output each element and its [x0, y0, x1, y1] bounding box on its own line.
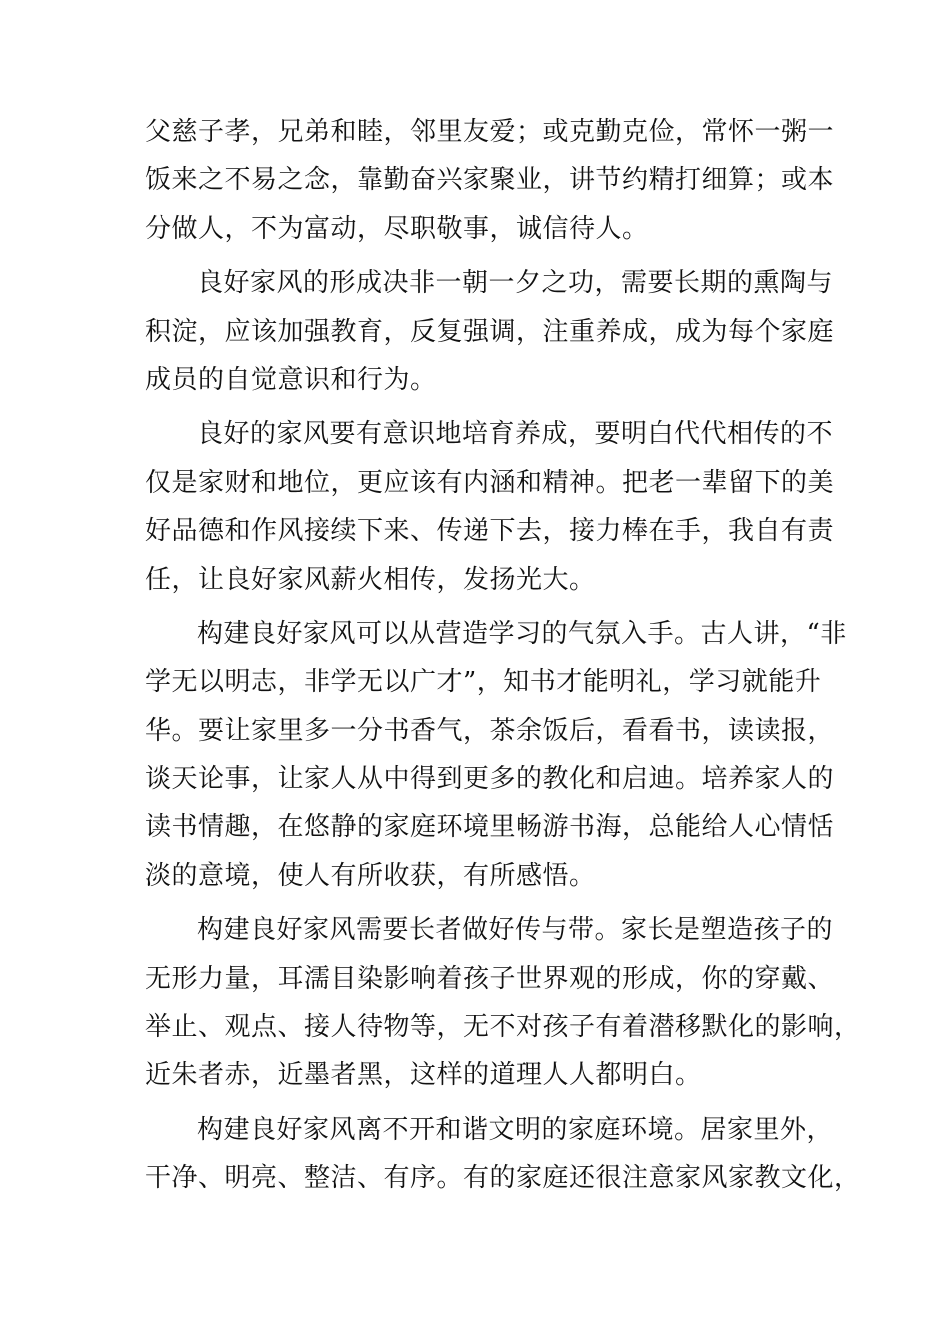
text-line: 分做人，不为富动，尽职敬事，诚信待人。	[145, 213, 649, 244]
text-line: 构建良好家风离不开和谐文明的家庭环境。居家里外，	[197, 1114, 834, 1145]
text-line: 近朱者赤，近墨者黑，这样的道理人人都明白。	[145, 1060, 702, 1091]
text-line: 无形力量，耳濡目染影响着孩子世界观的形成，你的穿戴、	[145, 963, 835, 994]
document-body	[145, 108, 861, 1209]
paragraph-1	[145, 108, 835, 253]
text-line: 华。要让家里多一分书香气，茶余饭后，看看书，读读报，	[145, 715, 835, 746]
paragraph-2	[145, 259, 835, 404]
paragraph-3	[145, 410, 835, 604]
text-line: 仅是家财和地位，更应该有内涵和精神。把老一辈留下的美	[145, 467, 835, 498]
text-line: 良好的家风要有意识地培育养成，要明白代代相传的不	[197, 419, 834, 450]
text-line: 积淀，应该加强教育，反复强调，注重养成，成为每个家庭	[145, 316, 835, 347]
text-line: 良好家风的形成决非一朝一夕之功，需要长期的熏陶与	[197, 268, 834, 299]
paragraph-6	[145, 1106, 861, 1203]
text-line: 学无以明志，非学无以广才”，知书才能明礼，学习就能升	[145, 667, 822, 698]
text-line: 干净、明亮、整洁、有序。有的家庭还很注意家风家教文化，	[145, 1163, 861, 1194]
text-line: 好品德和作风接续下来、传递下去，接力棒在手，我自有责	[145, 516, 835, 547]
paragraph-5	[145, 906, 861, 1100]
text-line: 谈天论事，让家人从中得到更多的教化和启迪。培养家人的	[145, 764, 835, 795]
text-line: 成员的自觉意识和行为。	[145, 364, 437, 395]
text-line: 父慈子孝，兄弟和睦，邻里友爱；或克勤克俭，常怀一粥一	[145, 117, 835, 147]
text-line: 读书情趣，在悠静的家庭环境里畅游书海，总能给人心情恬	[145, 812, 835, 843]
text-line: 饭来之不易之念，靠勤奋兴家聚业，讲节约精打细算；或本	[145, 165, 835, 196]
text-line: 任，让良好家风薪火相传，发扬光大。	[145, 564, 596, 595]
text-line: 淡的意境，使人有所收获，有所感悟。	[145, 860, 596, 891]
text-line: 构建良好家风可以从营造学习的气氛入手。古人讲，“非	[197, 618, 847, 649]
text-line: 构建良好家风需要长者做好传与带。家长是塑造孩子的	[197, 915, 834, 946]
paragraph-4	[145, 610, 847, 900]
text-line: 举止、观点、接人待物等，无不对孩子有着潜移默化的影响，	[145, 1012, 861, 1043]
